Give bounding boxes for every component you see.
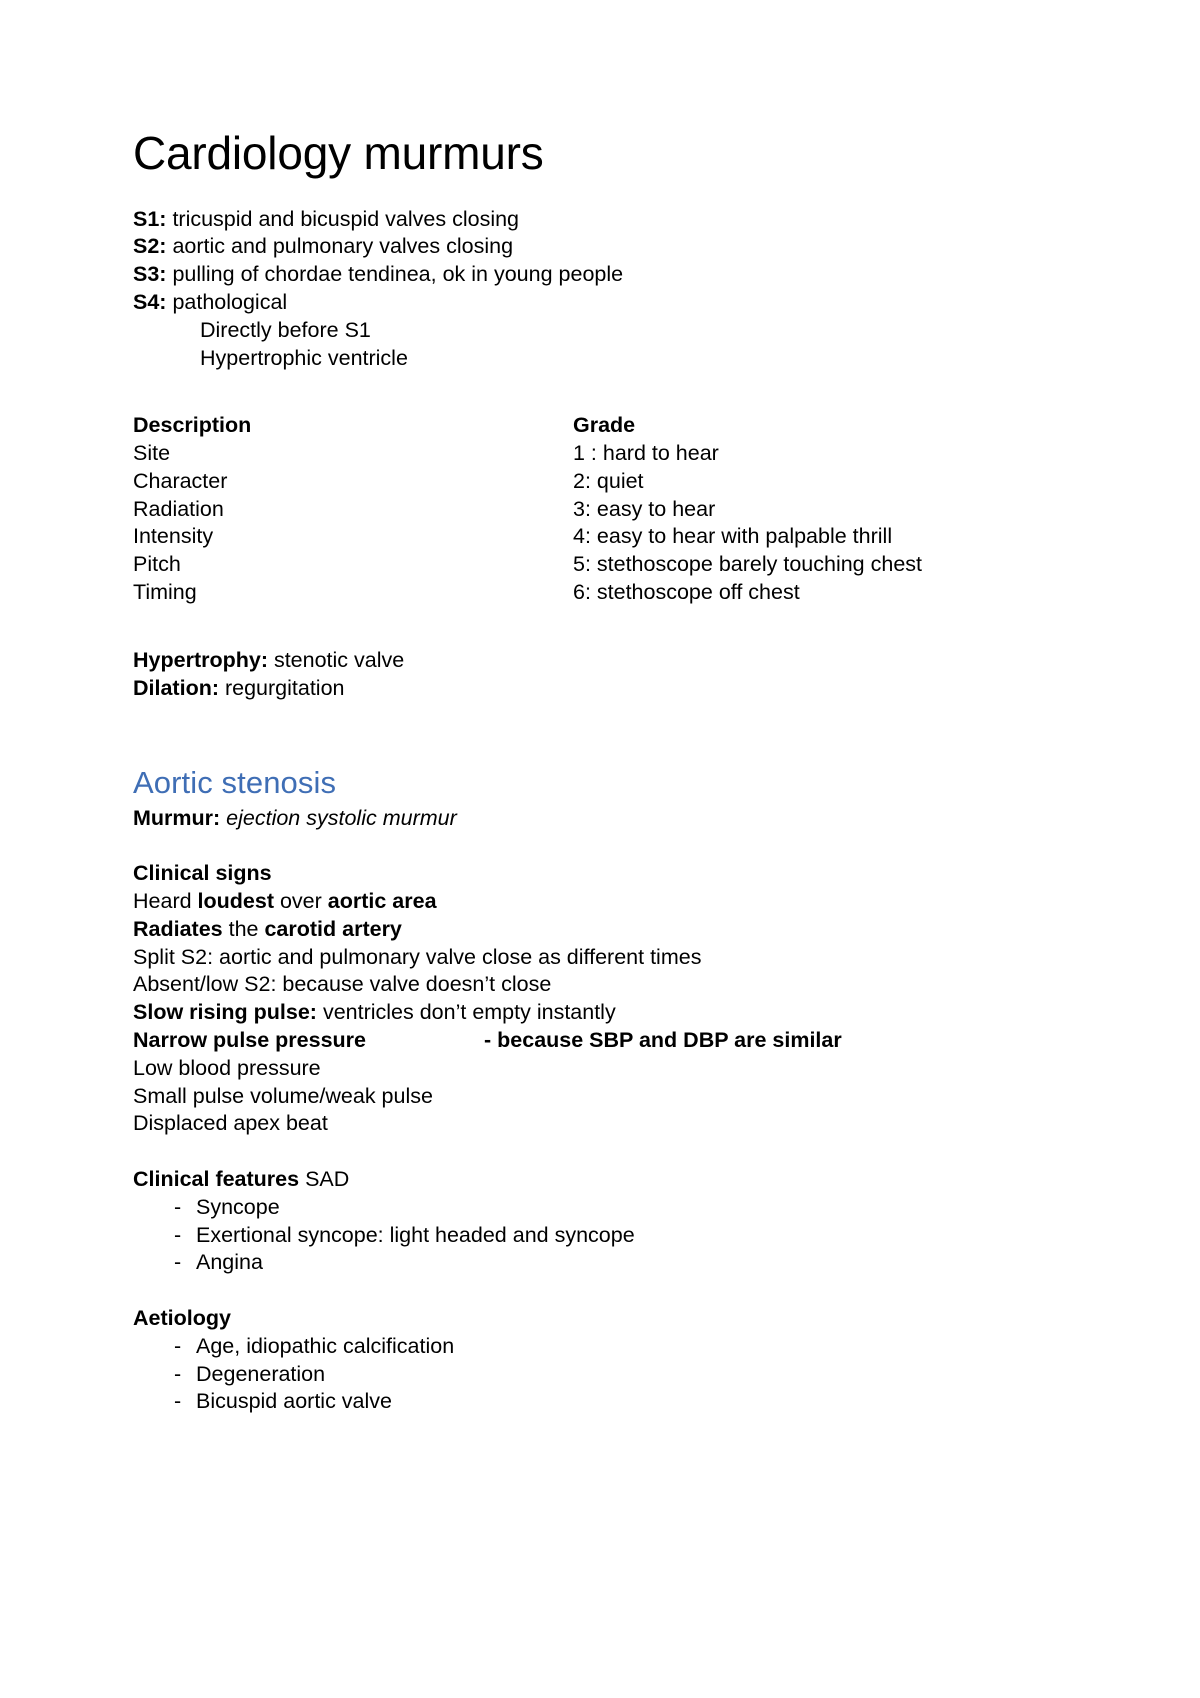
clinical-sign-small-pulse-volume: Small pulse volume/weak pulse	[133, 1083, 433, 1108]
narrow-pulse-pressure-reason: - because SBP and DBP are similar	[484, 1028, 842, 1053]
bullet-dash-icon: -	[174, 1361, 182, 1386]
bullet-dash-icon: -	[174, 1194, 182, 1219]
seg-carotid-artery: carotid artery	[264, 916, 402, 941]
page-title: Cardiology murmurs	[133, 127, 544, 179]
aetiology-heading: Aetiology	[133, 1306, 231, 1330]
clinical-features-label: Clinical features	[133, 1167, 300, 1192]
heart-sound-s2-text: aortic and pulmonary valves closing	[166, 234, 514, 259]
clinical-features-heading	[133, 1166, 1070, 1194]
dilation-label: Dilation:	[133, 675, 219, 700]
description-item-site: Site	[133, 441, 171, 466]
s4-sub-item-1: Directly before S1	[200, 317, 371, 342]
clinical-sign-displaced-apex-beat: Displaced apex beat	[133, 1111, 328, 1136]
clinical-features-list	[133, 1194, 1070, 1277]
spacer	[133, 832, 1070, 860]
narrow-pulse-pressure-label: Narrow pulse pressure	[133, 1028, 367, 1053]
description-grade-columns	[133, 412, 1070, 607]
hypertrophy-label: Hypertrophy:	[133, 647, 268, 672]
seg-aortic-area: aortic area	[327, 889, 437, 914]
grade-item-2: 2: quiet	[573, 468, 644, 493]
grade-item-1: 1 : hard to hear	[573, 441, 719, 466]
slow-rising-pulse-label: Slow rising pulse:	[133, 1000, 317, 1025]
heart-sound-s1-label: S1:	[133, 206, 167, 231]
bullet-dash-icon: -	[174, 1250, 182, 1275]
description-column	[133, 412, 573, 607]
seg-radiates: Radiates	[133, 916, 223, 941]
spacer	[133, 372, 1070, 412]
clinical-sign-low-blood-pressure: Low blood pressure	[133, 1055, 321, 1080]
slow-rising-pulse-text: ventricles don’t empty instantly	[316, 1000, 616, 1025]
list-item	[133, 1361, 1070, 1389]
seg-over: over	[274, 889, 328, 914]
heart-sound-s4-text: pathological	[166, 289, 288, 314]
dilation-line	[133, 675, 1070, 703]
clinical-sign-split-s2: Split S2: aortic and pulmonary valve close as different times	[133, 944, 702, 969]
description-item-character: Character	[133, 468, 228, 493]
seg-heard: Heard	[133, 889, 198, 914]
list-item	[133, 1333, 1070, 1361]
murmur-line	[133, 805, 1070, 833]
heart-sound-s2	[133, 233, 1070, 261]
clinical-sign-radiates	[133, 916, 1070, 944]
aetiology-bicuspid-aortic-valve: Bicuspid aortic valve	[196, 1389, 392, 1414]
description-item-pitch: Pitch	[133, 552, 181, 577]
clinical-sign-slow-rising-pulse	[133, 999, 1070, 1027]
clinical-sign-absent-low-s2: Absent/low S2: because valve doesn’t close	[133, 972, 552, 997]
dilation-text: regurgitation	[219, 675, 345, 700]
description-item-radiation: Radiation	[133, 496, 224, 521]
clinical-feature-syncope: Syncope	[196, 1194, 280, 1219]
spacer	[133, 1277, 1070, 1305]
clinical-sign-heard-loudest	[133, 888, 1070, 916]
heart-sound-s3	[133, 261, 1070, 289]
s4-sub-item-2: Hypertrophic ventricle	[200, 345, 408, 370]
bullet-dash-icon: -	[174, 1222, 182, 1247]
spacer	[133, 1138, 1070, 1166]
bullet-dash-icon: -	[174, 1389, 182, 1414]
grade-item-4: 4: easy to hear with palpable thrill	[573, 524, 893, 549]
grade-item-5: 5: stethoscope barely touching chest	[573, 552, 922, 577]
list-item	[133, 1388, 1070, 1416]
clinical-signs-list	[133, 888, 1070, 1138]
valve-changes-list	[133, 647, 1070, 703]
murmur-label: Murmur:	[133, 805, 221, 830]
list-item	[133, 1249, 1070, 1277]
seg-the: the	[222, 916, 265, 941]
description-item-timing: Timing	[133, 580, 197, 605]
bullet-dash-icon: -	[174, 1333, 182, 1358]
aetiology-list	[133, 1333, 1070, 1416]
clinical-feature-exertional-syncope: Exertional syncope: light headed and syncope	[196, 1222, 635, 1247]
heart-sound-s3-text: pulling of chordae tendinea, ok in young people	[166, 262, 624, 287]
aetiology-age-idiopathic-calcification: Age, idiopathic calcification	[196, 1333, 455, 1358]
grade-item-6: 6: stethoscope off chest	[573, 580, 800, 605]
grade-item-3: 3: easy to hear	[573, 496, 716, 521]
seg-loudest: loudest	[197, 889, 274, 914]
grade-column	[573, 412, 1070, 607]
list-item	[133, 1222, 1070, 1250]
heart-sound-s3-label: S3:	[133, 262, 167, 287]
clinical-signs-heading: Clinical signs	[133, 861, 272, 886]
spacer	[133, 702, 1070, 764]
clinical-sign-narrow-pulse-pressure	[133, 1027, 1070, 1055]
list-item	[133, 1194, 1070, 1222]
hypertrophy-text: stenotic valve	[267, 647, 405, 672]
murmur-value: ejection systolic murmur	[220, 805, 457, 830]
heart-sound-s4	[133, 289, 1070, 317]
section-heading-aortic-stenosis: Aortic stenosis	[133, 765, 337, 801]
grade-heading: Grade	[573, 413, 636, 438]
hypertrophy-line	[133, 647, 1070, 675]
description-heading: Description	[133, 413, 252, 438]
aetiology-degeneration: Degeneration	[196, 1361, 326, 1386]
spacer	[133, 607, 1070, 647]
heart-sounds-list	[133, 206, 1070, 373]
heart-sound-s1-text: tricuspid and bicuspid valves closing	[166, 206, 520, 231]
clinical-features-mnemonic: SAD	[299, 1167, 350, 1192]
heart-sound-s2-label: S2:	[133, 234, 167, 259]
heart-sound-s1	[133, 206, 1070, 234]
clinical-feature-angina: Angina	[196, 1250, 263, 1275]
description-item-intensity: Intensity	[133, 524, 214, 549]
heart-sound-s4-label: S4:	[133, 289, 167, 314]
